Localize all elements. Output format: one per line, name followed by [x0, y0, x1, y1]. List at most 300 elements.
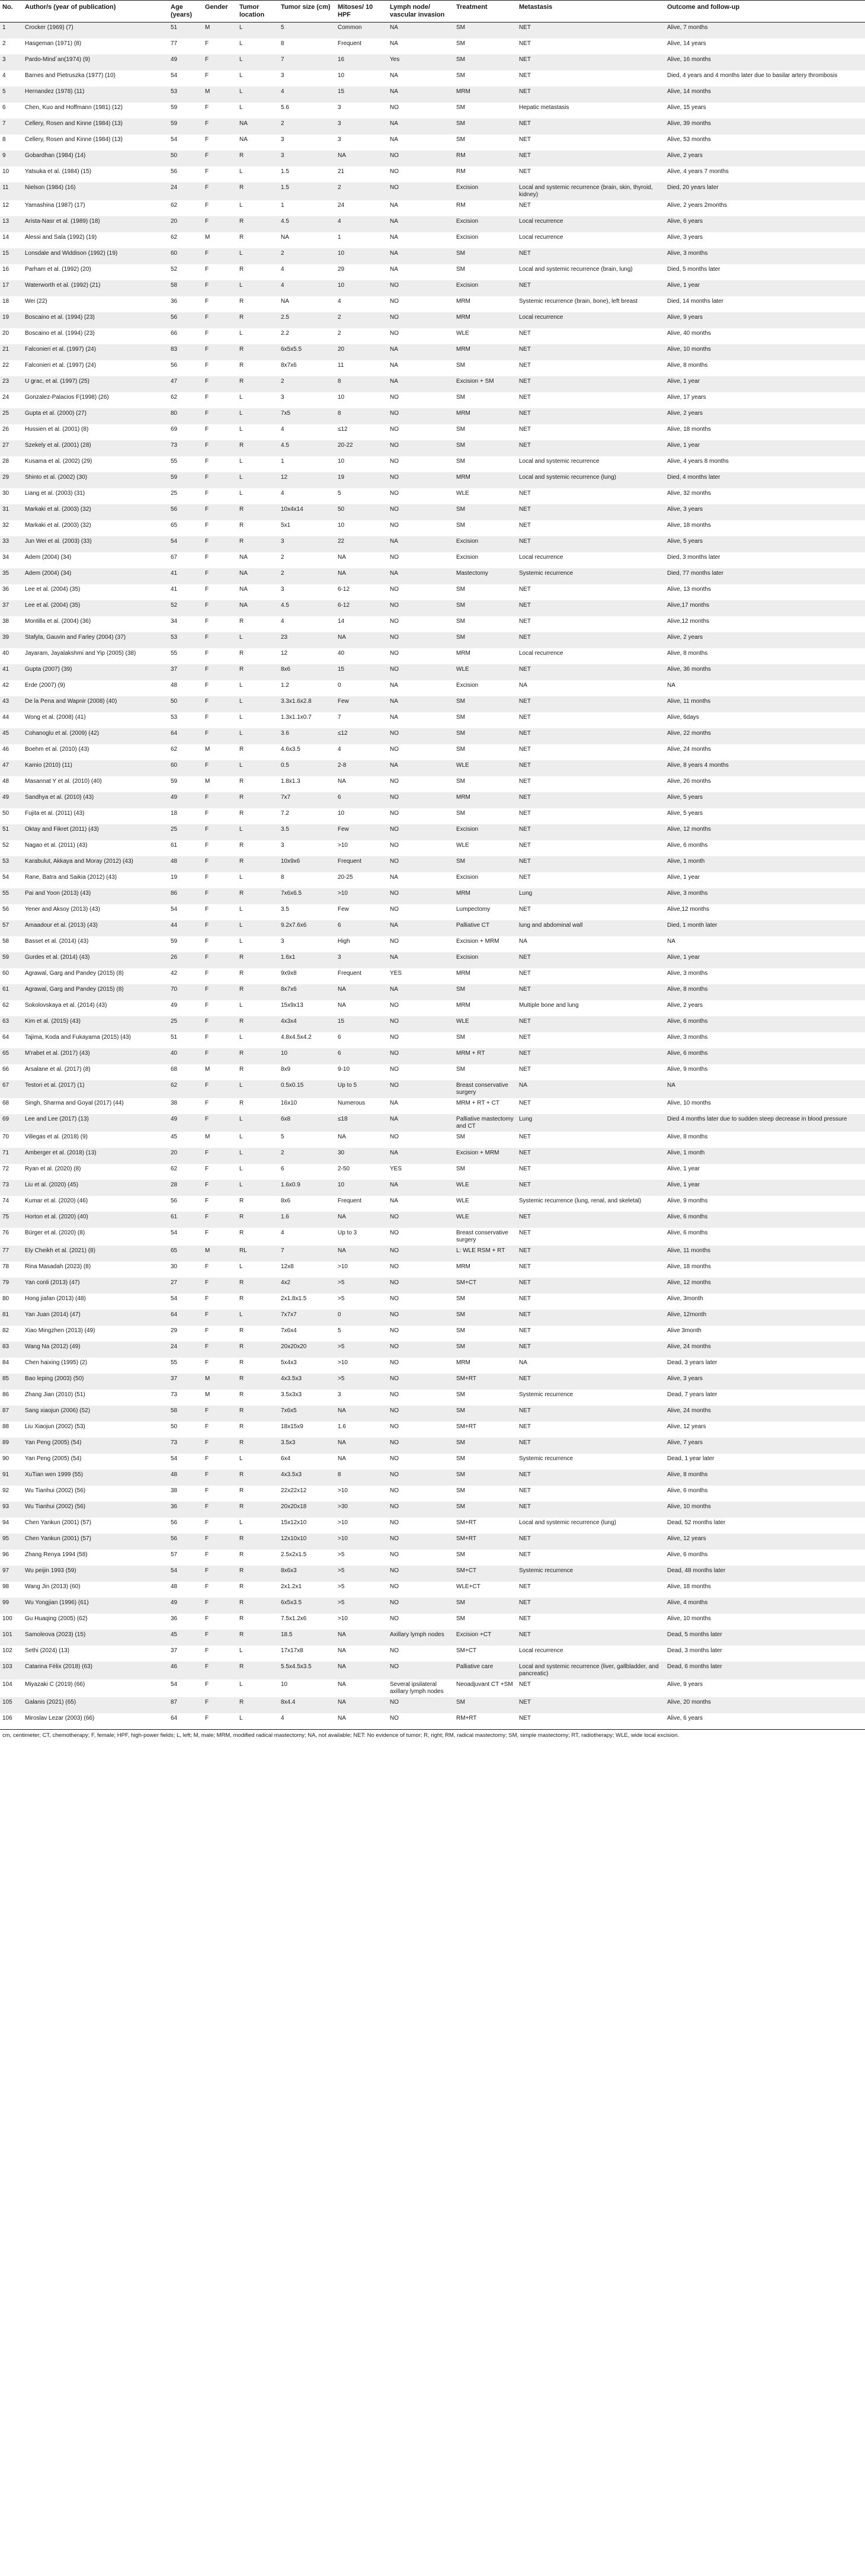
table-cell: SM: [454, 71, 517, 87]
table-cell: Cohanoglu et al. (2009) (42): [23, 728, 168, 744]
table-row: [0, 264, 865, 280]
table-cell: 7x7: [278, 792, 335, 808]
table-row: [0, 1098, 865, 1114]
table-row: [0, 232, 865, 248]
table-cell: 51: [168, 1032, 203, 1048]
table-cell: 21: [0, 344, 23, 360]
table-cell: NET: [517, 696, 665, 712]
table-cell: Crocker (1969) (7): [23, 23, 168, 39]
table-cell: Alive, 6 months: [665, 1048, 865, 1064]
table-cell: L: WLE RSM + RT: [454, 1246, 517, 1262]
table-cell: F: [203, 1164, 237, 1180]
table-cell: Wang Jin (2013) (60): [23, 1582, 168, 1598]
table-row: [0, 216, 865, 232]
table-cell: 4x2: [278, 1278, 335, 1294]
table-cell: 101: [0, 1630, 23, 1646]
table-cell: 6: [335, 920, 387, 936]
table-cell: NA: [335, 552, 387, 568]
table-cell: Alive, 18 months: [665, 1582, 865, 1598]
table-cell: Hepatic metastasis: [517, 103, 665, 119]
table-cell: Local recurrence: [517, 552, 665, 568]
table-cell: 44: [168, 920, 203, 936]
table-cell: NET: [517, 119, 665, 135]
table-cell: Chen Yankun (2001) (57): [23, 1534, 168, 1550]
table-cell: 6: [278, 1164, 335, 1180]
table-row: [0, 456, 865, 472]
table-cell: L: [237, 1679, 278, 1697]
table-cell: NA: [387, 135, 454, 151]
table-cell: F: [203, 616, 237, 632]
table-cell: Alive, 1 year: [665, 872, 865, 888]
table-cell: NA: [387, 360, 454, 376]
table-cell: M: [203, 1064, 237, 1080]
table-cell: NA: [237, 568, 278, 584]
table-cell: Excision: [454, 952, 517, 968]
table-cell: Excision +CT: [454, 1630, 517, 1646]
table-cell: Alive, 3month: [665, 1294, 865, 1310]
table-cell: SM: [454, 1406, 517, 1422]
table-cell: NO: [387, 1358, 454, 1374]
table-row: [0, 1064, 865, 1080]
table-cell: NA: [387, 232, 454, 248]
table-cell: Erde (2007) (9): [23, 680, 168, 696]
table-row: [0, 664, 865, 680]
table-cell: 1: [278, 200, 335, 216]
table-cell: 59: [168, 119, 203, 135]
table-cell: NET: [517, 360, 665, 376]
table-cell: Sandhya et al. (2010) (43): [23, 792, 168, 808]
table-cell: R: [237, 344, 278, 360]
table-cell: Jun Wei et al. (2003) (33): [23, 536, 168, 552]
table-cell: Shinto et al. (2002) (30): [23, 472, 168, 488]
table-cell: F: [203, 664, 237, 680]
table-cell: SM: [454, 504, 517, 520]
table-cell: NA: [335, 1212, 387, 1228]
table-cell: 34: [168, 616, 203, 632]
table-cell: 75: [0, 1212, 23, 1228]
table-cell: 33: [0, 536, 23, 552]
table-cell: Alive, 18 months: [665, 520, 865, 536]
table-cell: SM+RT: [454, 1374, 517, 1390]
table-cell: >10: [335, 1486, 387, 1502]
table-footnote: cm, centimeter; CT, chemotherapy; F, female; HPF, high-power fields; L, left; M, male; MRM, modified radical mastectomy; NA, not available; NET: No evidence of tumor; R, right; RM, radical mastectomy; SM, simple mastectomy; RT, radiotherapy; WLE, wide local excision.: [0, 1729, 865, 1742]
table-cell: 87: [0, 1406, 23, 1422]
table-cell: NO: [387, 632, 454, 648]
table-cell: F: [203, 1598, 237, 1614]
table-cell: NET: [517, 520, 665, 536]
table-cell: L: [237, 632, 278, 648]
table-cell: NA: [665, 1080, 865, 1098]
table-cell: NA: [387, 680, 454, 696]
table-cell: 9.2x7.6x6: [278, 920, 335, 936]
table-cell: 3.5x3x3: [278, 1390, 335, 1406]
table-row: [0, 920, 865, 936]
table-cell: 8x6: [278, 664, 335, 680]
table-cell: Alive, 24 months: [665, 1406, 865, 1422]
table-cell: SM: [454, 1614, 517, 1630]
table-cell: 4: [278, 280, 335, 296]
table-cell: Palliative mastectomy and CT: [454, 1114, 517, 1132]
table-cell: Breast conservative surgery: [454, 1080, 517, 1098]
table-cell: 2-8: [335, 760, 387, 776]
table-cell: F: [203, 1358, 237, 1374]
table-cell: 7: [278, 55, 335, 71]
table-cell: Hasgeman (1971) (8): [23, 39, 168, 55]
table-row: [0, 71, 865, 87]
table-cell: Gu Huaqing (2005) (62): [23, 1614, 168, 1630]
table-cell: NET: [517, 280, 665, 296]
table-cell: NA: [387, 119, 454, 135]
table-cell: F: [203, 1679, 237, 1697]
table-cell: Alive, 8 months: [665, 1470, 865, 1486]
table-cell: L: [237, 39, 278, 55]
table-cell: 1: [0, 23, 23, 39]
table-cell: R: [237, 776, 278, 792]
table-body: [0, 23, 865, 1729]
table-cell: Local and systemic recurrence (liver, gallbladder, and pancreatic): [517, 1662, 665, 1679]
table-cell: NO: [387, 1374, 454, 1390]
table-cell: R: [237, 1630, 278, 1646]
table-cell: SM: [454, 1164, 517, 1180]
table-cell: Boscaino et al. (1994) (23): [23, 312, 168, 328]
table-cell: Excision: [454, 680, 517, 696]
table-cell: L: [237, 872, 278, 888]
table-cell: NA: [278, 296, 335, 312]
table-cell: 7.5x1.2x6: [278, 1614, 335, 1630]
table-row: [0, 312, 865, 328]
table-cell: NET: [517, 248, 665, 264]
table-cell: F: [203, 696, 237, 712]
table-cell: F: [203, 1228, 237, 1246]
table-cell: F: [203, 952, 237, 968]
table-cell: 64: [0, 1032, 23, 1048]
table-cell: Died, 3 months later: [665, 552, 865, 568]
table-cell: 7x7x7: [278, 1310, 335, 1326]
table-cell: L: [237, 1454, 278, 1470]
table-cell: Ely Cheikh et al. (2021) (8): [23, 1246, 168, 1262]
table-cell: NO: [387, 856, 454, 872]
table-row: [0, 1016, 865, 1032]
table-cell: 69: [168, 424, 203, 440]
table-cell: NA: [237, 135, 278, 151]
table-cell: F: [203, 1048, 237, 1064]
table-cell: NET: [517, 39, 665, 55]
table-cell: 41: [168, 584, 203, 600]
table-cell: Alive, 14 years: [665, 39, 865, 55]
table-cell: M: [203, 23, 237, 39]
table-cell: Local recurrence: [517, 232, 665, 248]
table-cell: Lee and Lee (2017) (13): [23, 1114, 168, 1132]
table-cell: 64: [168, 1310, 203, 1326]
column-header: Mitoses/ 10 HPF: [335, 1, 387, 23]
table-cell: L: [237, 472, 278, 488]
table-cell: R: [237, 1374, 278, 1390]
table-cell: WLE: [454, 328, 517, 344]
table-cell: 7x6x6.5: [278, 888, 335, 904]
table-cell: 41: [0, 664, 23, 680]
table-cell: NET: [517, 408, 665, 424]
table-cell: 10: [278, 1048, 335, 1064]
table-row: [0, 888, 865, 904]
table-cell: L: [237, 728, 278, 744]
table-cell: NO: [387, 280, 454, 296]
table-cell: SM: [454, 696, 517, 712]
table-cell: Alive, 3 months: [665, 968, 865, 984]
table-cell: NET: [517, 488, 665, 504]
table-cell: NO: [387, 1326, 454, 1342]
table-cell: 29: [335, 264, 387, 280]
table-cell: L: [237, 1132, 278, 1148]
table-cell: 42: [168, 968, 203, 984]
table-cell: 2x1.2x1: [278, 1582, 335, 1598]
table-cell: F: [203, 600, 237, 616]
table-cell: XuTian wen 1999 (55): [23, 1470, 168, 1486]
table-cell: Died, 4 years and 4 months later due to basilar artery thrombosis: [665, 71, 865, 87]
table-row: [0, 376, 865, 392]
table-row: [0, 1550, 865, 1566]
table-cell: WLE: [454, 664, 517, 680]
table-cell: 53: [168, 632, 203, 648]
table-cell: NO: [387, 1406, 454, 1422]
table-cell: Wei (22): [23, 296, 168, 312]
table-cell: Alive, 39 months: [665, 119, 865, 135]
table-cell: 6x8: [278, 1114, 335, 1132]
table-row: [0, 200, 865, 216]
table-cell: 20-25: [335, 872, 387, 888]
table-cell: L: [237, 280, 278, 296]
table-row: [0, 872, 865, 888]
table-cell: MRM: [454, 888, 517, 904]
table-cell: 4.6x3.5: [278, 744, 335, 760]
table-cell: NO: [387, 1454, 454, 1470]
table-cell: De la Pena and Wapnir (2008) (40): [23, 696, 168, 712]
table-cell: 54: [168, 1566, 203, 1582]
table-cell: 3: [0, 55, 23, 71]
table-cell: 83: [168, 344, 203, 360]
table-cell: R: [237, 1278, 278, 1294]
table-cell: NO: [387, 584, 454, 600]
table-cell: 20: [168, 1148, 203, 1164]
table-cell: 1.6: [278, 1212, 335, 1228]
table-cell: 74: [0, 1196, 23, 1212]
table-cell: NA: [387, 87, 454, 103]
table-cell: >5: [335, 1566, 387, 1582]
table-cell: Amberger et al. (2018) (13): [23, 1148, 168, 1164]
table-row: [0, 1697, 865, 1713]
table-cell: Barnes and Pietruszka (1977) (10): [23, 71, 168, 87]
table-cell: R: [237, 1697, 278, 1713]
table-cell: 102: [0, 1646, 23, 1662]
table-cell: 3.3x1.6x2.8: [278, 696, 335, 712]
table-cell: Agrawal, Garg and Pandey (2015) (8): [23, 968, 168, 984]
table-cell: NO: [387, 728, 454, 744]
table-cell: 50: [335, 504, 387, 520]
table-cell: NO: [387, 1534, 454, 1550]
table-cell: 7: [278, 1246, 335, 1262]
table-cell: 32: [0, 520, 23, 536]
table-cell: R: [237, 1098, 278, 1114]
table-cell: Excision + SM: [454, 376, 517, 392]
table-cell: 4: [278, 488, 335, 504]
table-cell: M: [203, 776, 237, 792]
table-cell: SM: [454, 1310, 517, 1326]
table-cell: NO: [387, 440, 454, 456]
table-cell: R: [237, 648, 278, 664]
table-cell: Alive, 8 months: [665, 1132, 865, 1148]
table-cell: NO: [387, 328, 454, 344]
table-cell: Chen haixing (1995) (2): [23, 1358, 168, 1374]
table-cell: NA: [387, 248, 454, 264]
table-row: [0, 55, 865, 71]
table-cell: Few: [335, 904, 387, 920]
table-cell: NET: [517, 1630, 665, 1646]
table-cell: 16x10: [278, 1098, 335, 1114]
table-cell: 0.5x0.15: [278, 1080, 335, 1098]
table-cell: Alive, 5 years: [665, 808, 865, 824]
table-cell: F: [203, 328, 237, 344]
table-cell: 54: [168, 135, 203, 151]
table-cell: Fujita et al. (2011) (43): [23, 808, 168, 824]
table-cell: 12: [0, 200, 23, 216]
table-cell: R: [237, 968, 278, 984]
table-cell: F: [203, 408, 237, 424]
table-cell: Testori et al. (2017) (1): [23, 1080, 168, 1098]
table-cell: NET: [517, 1697, 665, 1713]
table-cell: F: [203, 360, 237, 376]
table-cell: L: [237, 408, 278, 424]
table-cell: 62: [0, 1000, 23, 1016]
table-cell: Hong jiafan (2013) (48): [23, 1294, 168, 1310]
table-cell: 61: [168, 840, 203, 856]
table-cell: NO: [387, 1713, 454, 1729]
table-cell: Dead, 5 months later: [665, 1630, 865, 1646]
table-cell: R: [237, 312, 278, 328]
table-cell: 10: [335, 71, 387, 87]
table-cell: Alive 3month: [665, 1326, 865, 1342]
table-cell: 0.5: [278, 760, 335, 776]
table-cell: 57: [168, 1550, 203, 1566]
table-cell: F: [203, 151, 237, 167]
table-cell: 6x5x5.5: [278, 344, 335, 360]
table-cell: High: [335, 936, 387, 952]
table-cell: Oktay and Fikret (2011) (43): [23, 824, 168, 840]
table-cell: NA: [335, 568, 387, 584]
table-cell: F: [203, 1406, 237, 1422]
table-cell: R: [237, 1228, 278, 1246]
table-cell: R: [237, 1614, 278, 1630]
table-cell: 50: [168, 696, 203, 712]
table-cell: 55: [168, 648, 203, 664]
table-cell: SM: [454, 1470, 517, 1486]
table-cell: R: [237, 744, 278, 760]
table-row: [0, 167, 865, 183]
table-cell: NA: [237, 552, 278, 568]
table-cell: F: [203, 824, 237, 840]
table-cell: Local recurrence: [517, 648, 665, 664]
table-cell: NA: [237, 584, 278, 600]
table-cell: Systemic recurrence (brain, bone), left breast: [517, 296, 665, 312]
table-cell: 7.2: [278, 808, 335, 824]
table-cell: L: [237, 824, 278, 840]
table-cell: 10x9x6: [278, 856, 335, 872]
table-cell: Wu Tianhui (2002) (56): [23, 1486, 168, 1502]
table-cell: NA: [278, 232, 335, 248]
table-cell: 4: [278, 424, 335, 440]
column-header: Author/s (year of publication): [23, 1, 168, 23]
table-cell: 36: [0, 584, 23, 600]
table-cell: MRM: [454, 792, 517, 808]
table-cell: Local recurrence: [517, 312, 665, 328]
table-row: [0, 1180, 865, 1196]
table-cell: R: [237, 1326, 278, 1342]
table-row: [0, 1662, 865, 1679]
table-cell: 18x15x9: [278, 1422, 335, 1438]
table-cell: NET: [517, 504, 665, 520]
table-cell: RM+RT: [454, 1713, 517, 1729]
table-row: [0, 1246, 865, 1262]
table-row: [0, 968, 865, 984]
table-cell: 3.5: [278, 824, 335, 840]
table-cell: Frequent: [335, 968, 387, 984]
table-cell: MRM + RT + CT: [454, 1098, 517, 1114]
table-cell: 20: [0, 328, 23, 344]
table-cell: Alive, 8 years 4 months: [665, 760, 865, 776]
table-cell: NET: [517, 1064, 665, 1080]
table-cell: M: [203, 1374, 237, 1390]
table-cell: 70: [0, 1132, 23, 1148]
table-row: [0, 1212, 865, 1228]
table-cell: Tajima, Koda and Fukayama (2015) (43): [23, 1032, 168, 1048]
table-cell: Died, 1 month later: [665, 920, 865, 936]
table-cell: NO: [387, 504, 454, 520]
table-cell: 24: [168, 183, 203, 200]
table-cell: 2: [278, 1148, 335, 1164]
table-cell: M: [203, 87, 237, 103]
table-cell: 55: [0, 888, 23, 904]
table-cell: NO: [387, 296, 454, 312]
table-cell: 12: [278, 472, 335, 488]
table-cell: WLE: [454, 1212, 517, 1228]
table-cell: NA: [335, 984, 387, 1000]
table-cell: 58: [168, 280, 203, 296]
table-cell: 68: [0, 1098, 23, 1114]
table-cell: SM+RT: [454, 1518, 517, 1534]
table-cell: Lung: [517, 888, 665, 904]
table-cell: Hernandez (1978) (11): [23, 87, 168, 103]
table-cell: 52: [168, 264, 203, 280]
table-cell: Died, 4 months later: [665, 472, 865, 488]
table-cell: NA: [387, 760, 454, 776]
table-cell: 22x22x12: [278, 1486, 335, 1502]
table-cell: Masannat Y et al. (2010) (40): [23, 776, 168, 792]
table-cell: F: [203, 1000, 237, 1016]
table-cell: 3: [278, 584, 335, 600]
table-cell: NA: [387, 984, 454, 1000]
table-cell: 6-12: [335, 600, 387, 616]
table-cell: MRM: [454, 87, 517, 103]
table-cell: R: [237, 1486, 278, 1502]
table-cell: Alive, 4 months: [665, 1598, 865, 1614]
table-cell: Chen, Kuo and Hoffmann (1981) (12): [23, 103, 168, 119]
table-cell: Kumar et al. (2020) (46): [23, 1196, 168, 1212]
table-cell: SM: [454, 1438, 517, 1454]
table-cell: >30: [335, 1502, 387, 1518]
table-cell: 5x4x3: [278, 1358, 335, 1374]
table-cell: 65: [168, 1246, 203, 1262]
table-cell: NET: [517, 1422, 665, 1438]
column-header: Lymph node/ vascular invasion: [387, 1, 454, 23]
table-cell: WLE: [454, 840, 517, 856]
